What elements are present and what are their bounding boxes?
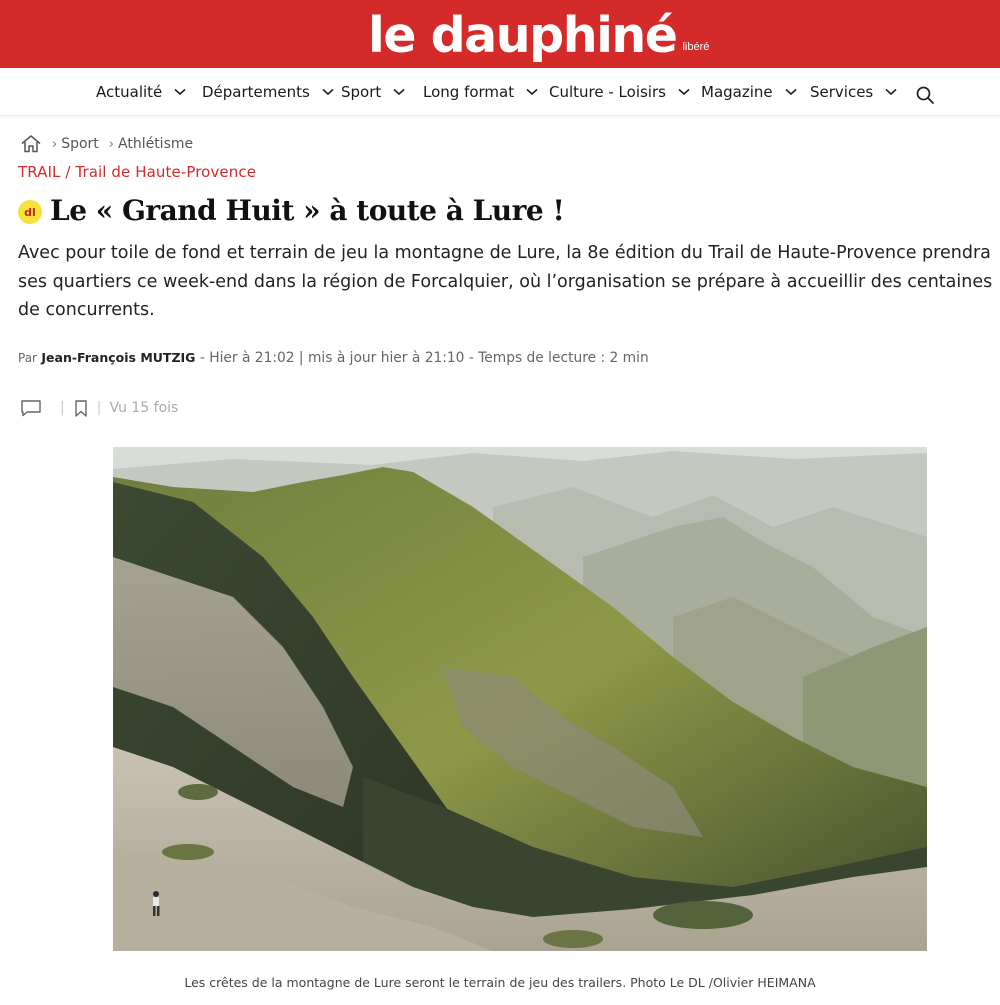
chevron-down-icon xyxy=(526,88,538,96)
nav-item-label: Long format xyxy=(423,83,515,101)
article-tools xyxy=(20,396,178,420)
bookmark-icon[interactable] xyxy=(73,398,89,418)
chevron-down-icon xyxy=(785,88,797,96)
breadcrumb-separator: › xyxy=(52,136,58,152)
nav-item-culture-loisirs[interactable] xyxy=(549,68,690,116)
nav-item-services[interactable] xyxy=(810,68,897,116)
site-logo[interactable] xyxy=(368,2,709,66)
photo-caption: Les crêtes de la montagne de Lure seront le terrain de jeu des trailers. Photo Le DL /Olivier HEIMANA xyxy=(184,975,816,990)
nav-item-magazine[interactable] xyxy=(701,68,797,116)
logo-wordmark: le dauphiné xyxy=(368,7,677,64)
page-title: Le « Grand Huit » à toute à Lure ! xyxy=(50,193,565,227)
breadcrumb xyxy=(20,133,193,155)
nav-item-departements[interactable] xyxy=(202,68,334,116)
author-link[interactable]: Jean-François MUTZIG xyxy=(41,350,196,365)
nav-item-label: Magazine xyxy=(701,83,773,101)
nav-item-label: Actualité xyxy=(96,83,163,101)
article-meta: - Hier à 21:02 | mis à jour hier à 21:10 - Temps de lecture : 2 min xyxy=(199,350,649,366)
chevron-down-icon xyxy=(885,88,897,96)
dl-badge: dl xyxy=(18,200,42,224)
nav-item-label: Culture - Loisirs xyxy=(549,83,666,101)
logo-subtitle: libéré xyxy=(682,41,710,53)
breadcrumb-link-sport[interactable]: Sport xyxy=(61,136,99,152)
nav-item-sport[interactable] xyxy=(341,68,405,116)
article-kicker[interactable]: TRAIL / Trail de Haute-Provence xyxy=(18,163,257,181)
article-photo[interactable] xyxy=(113,447,927,951)
home-icon[interactable] xyxy=(20,134,42,154)
tools-divider: | xyxy=(60,400,65,416)
nav-item-label: Départements xyxy=(202,83,310,101)
nav-item-long-format[interactable] xyxy=(423,68,538,116)
chevron-down-icon xyxy=(393,88,405,96)
search-icon[interactable] xyxy=(914,84,936,106)
article-lead: Avec pour toile de fond et terrain de jeu la montagne de Lure, la 8e édition du Trail de Haute-Provence prendra ses quartiers ce week-end dans la région de Forcalquier, où l’organisation se prépare à accueillir des centaines de concurrents. xyxy=(18,243,993,320)
breadcrumb-link-athletisme[interactable]: Athlétisme xyxy=(118,136,194,152)
tools-divider: | xyxy=(96,400,102,416)
site-header xyxy=(0,0,1000,68)
byline-prefix: Par xyxy=(18,351,37,365)
headline-row xyxy=(18,190,564,230)
nav-item-label: Services xyxy=(810,83,874,101)
breadcrumb-separator: › xyxy=(108,136,114,152)
chevron-down-icon xyxy=(678,88,690,96)
view-count: Vu 15 fois xyxy=(109,400,179,416)
comment-icon[interactable] xyxy=(20,398,42,418)
chevron-down-icon xyxy=(174,88,186,96)
byline xyxy=(18,350,649,366)
nav-item-actualite[interactable] xyxy=(96,68,186,116)
main-nav xyxy=(0,68,1000,116)
chevron-down-icon xyxy=(322,88,334,96)
nav-item-label: Sport xyxy=(341,83,382,101)
